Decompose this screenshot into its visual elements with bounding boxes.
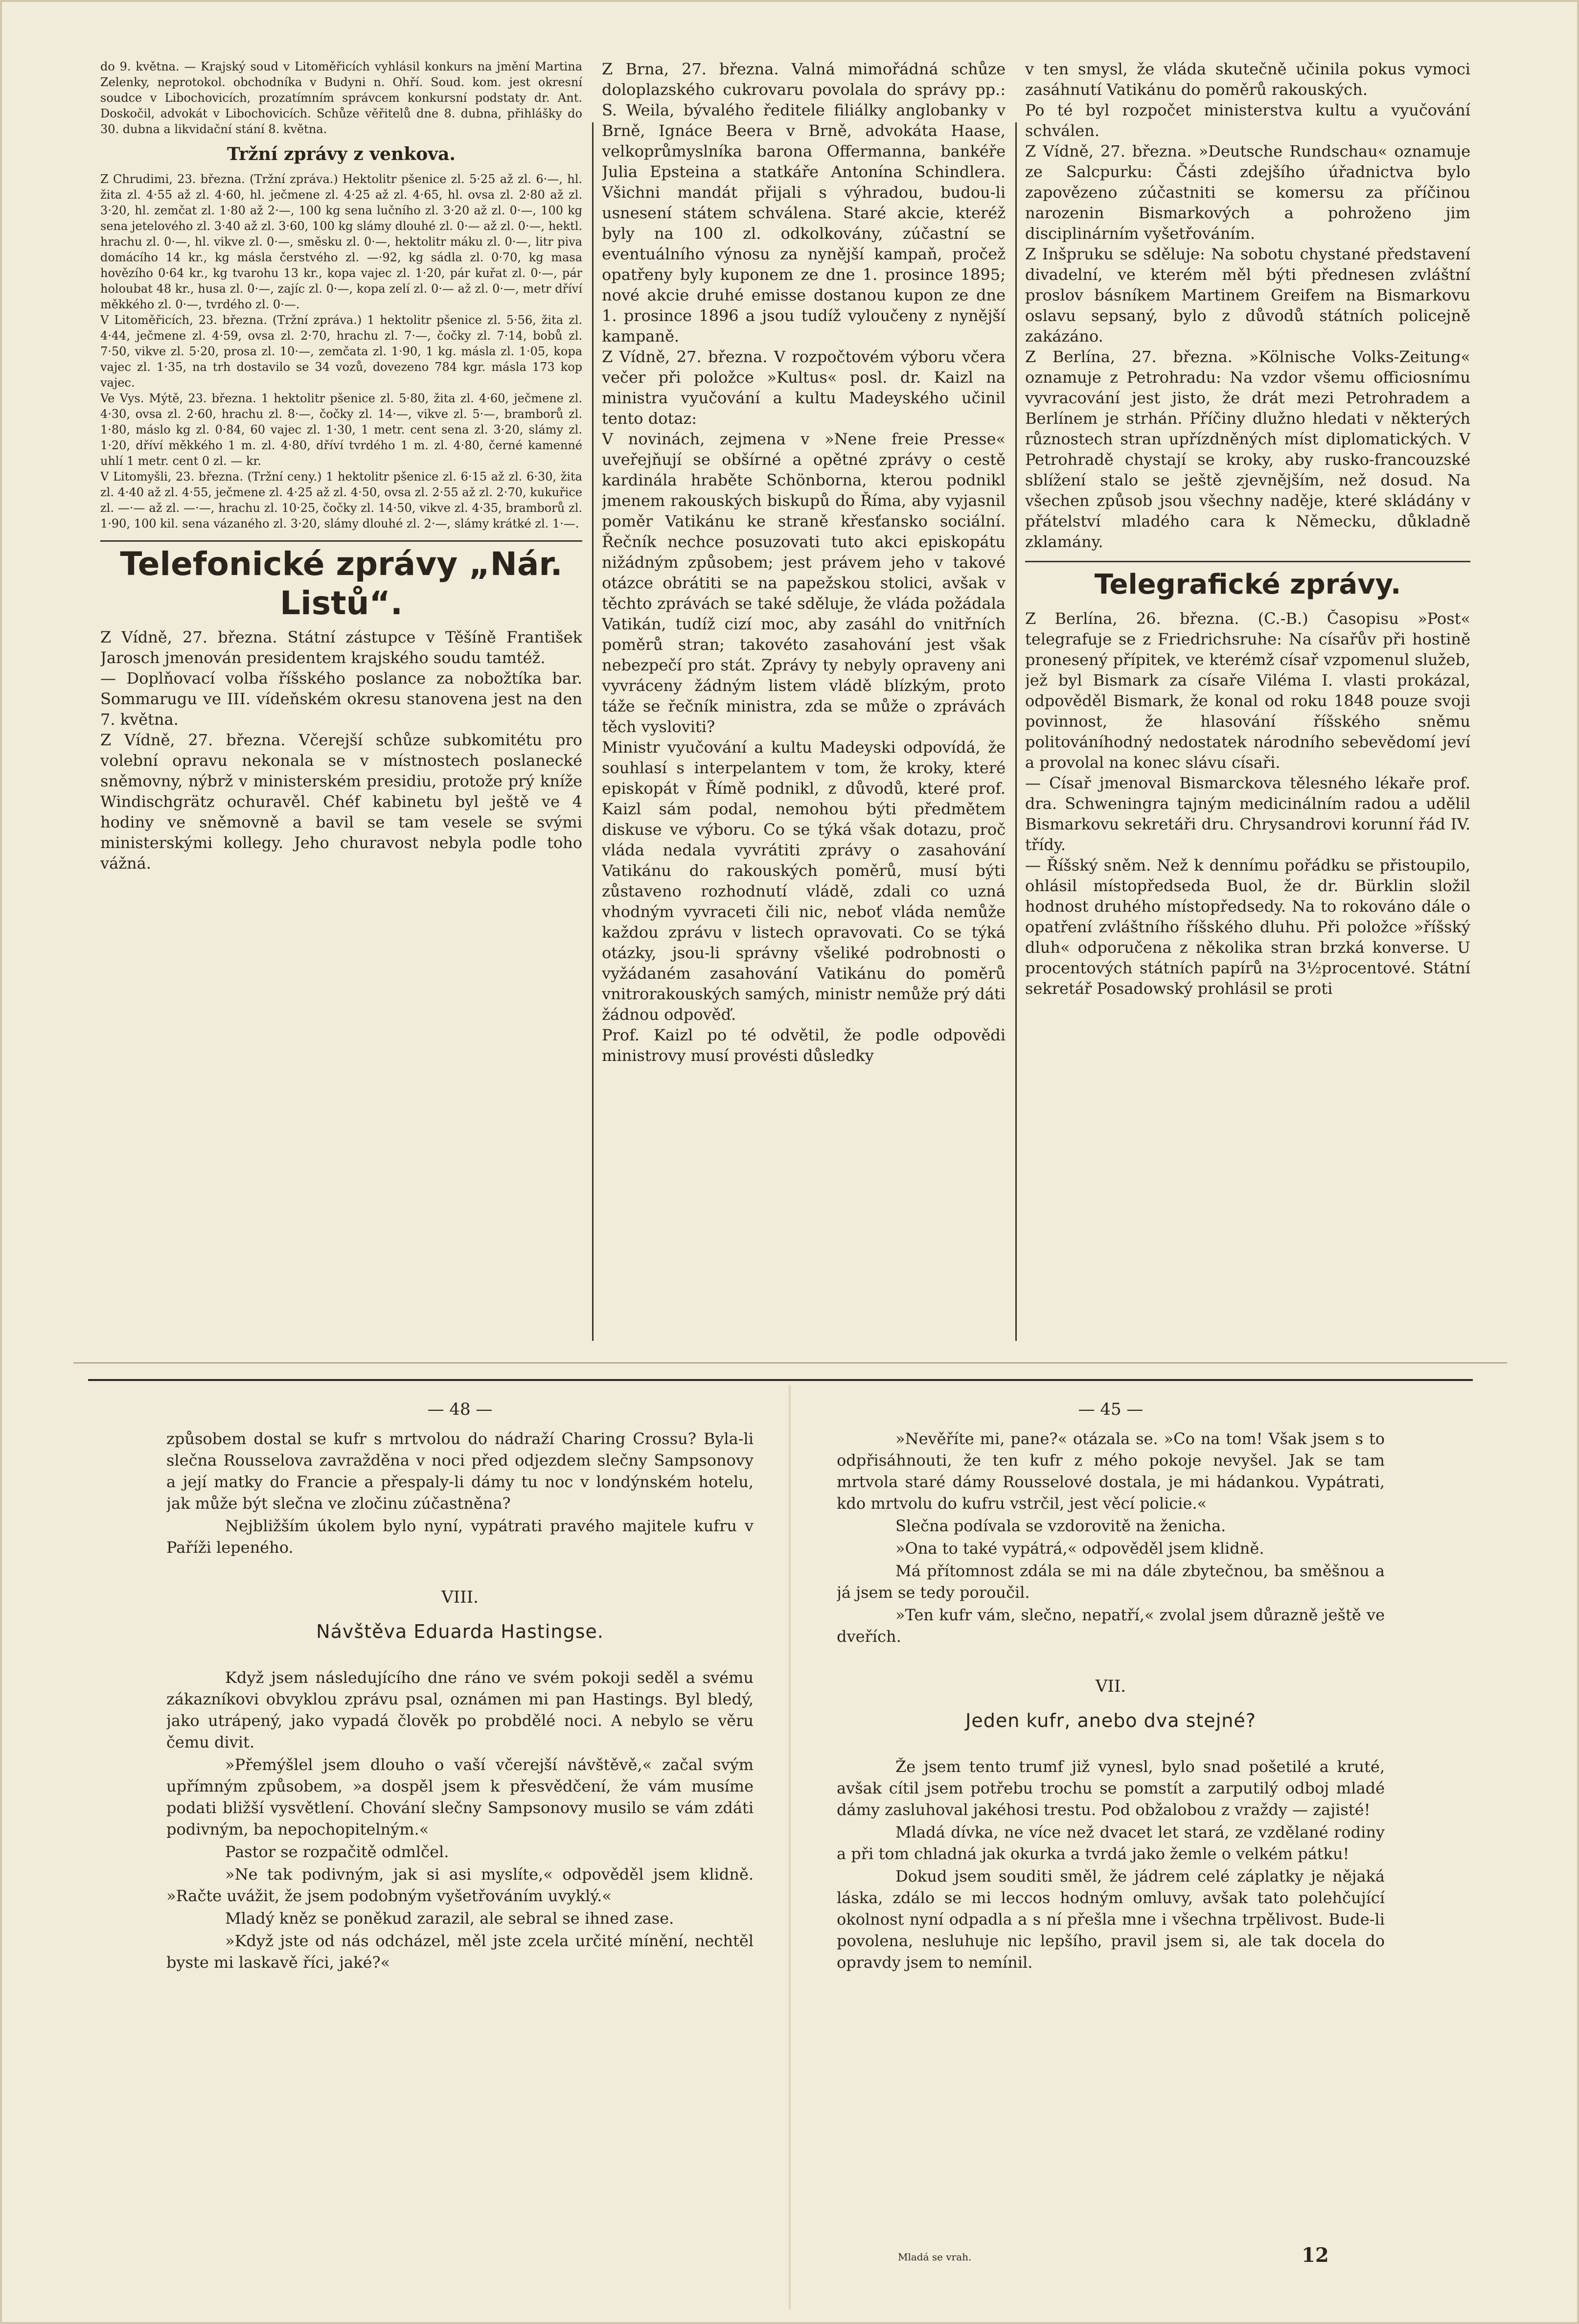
market-header: Tržní zprávy z venkova.	[227, 144, 456, 164]
news-item: Z Berlína, 27. března. »Kölnische Volks-Zeitung« oznamuje z Petrohradu: Na vzdor všemu officiosnímu vyvracování jest jisto, že drát mezi Petrohradem a Berlínem je strhán. Příčiny dlužno hledati v některých různostech stran upřízdněných míst diplomatických. V Petrohradě chystají se kroky, aby rusko-francouzské sblížení stalo se ještě zjevnějším, než dosud. Na všechen způsob jsou všechny naděje, které skládány v přátelství mladého cara k Německu, důkladně zklamány.	[1025, 347, 1470, 551]
tel-news: Z Vídně, 27. března. Včerejší schůze subkomitétu pro volební opravu nekonala se v místnostech poslanecké sněmovny, nýbrž v ministerském presidiu, protože prý kníže Windischgrätz ochuravěl. Chéf kabinetu byl ještě ve 4 hodiny ve sněmovně a bavil se tam vesele se svými ministerskými kollegy. Jeho churavost nebyla podle toho vážná.	[100, 731, 582, 873]
tel-news: Z Vídně, 27. března. Státní zástupce v Těšíně František Jarosch jmenován presidentem krajského soudu tamtéž.	[100, 628, 582, 667]
news-item: Ministr vyučování a kultu Madeyski odpovídá, že souhlasí s interpelantem v tom, že kroky, které episkopát v Římě podnikl, z důvodů, které prof. Kaizl sám podal, nemohou býti předmětem diskuse ve výboru. Co se týká však dotazu, proč vláda nedala vyvrátiti zprávy o zasahování Vatikánu do rakouských poměrů, musí býti zůstaveno rozhodnutí vládě, zdali co uzná vhodným vyvraceti čili nic, neboť vláda nemůže každou zprávu v listech opravovati. Co se týká otázky, jsou-li správny všeliké podrobnosti o vyžádaném zasahování Vatikánu do poměrů vnitrorakouských samých, ministr nemůže prý dáti žádnou odpověď.	[602, 738, 1006, 1024]
paragraph: Mladá dívka, ne více než dvacet let stará, ze vzdělané rodiny a při tom chladná jak okurka a tvrdá jako žemle o velkém pátku!	[837, 1823, 1385, 1863]
news-item: — Císař jmenoval Bismarckova tělesného lékaře prof. dra. Schweningra tajným medicinálním radou a udělil Bismarkovu sekretáři dru. Chrysandrovi korunní řád IV. třídy.	[1025, 774, 1470, 854]
book-page-right	[837, 1400, 1385, 2305]
page-number: — 48 —	[427, 1400, 493, 1419]
market-report-litomerice: V Litoměřicích, 23. března. (Tržní zpráva.) 1 hektolitr pšenice zl. 5·56, žita zl. 4·44, ječmene zl. 4·59, ovsa zl. 2·70, hrachu zl. 7·—, čočky zl. 7·14, bobů zl. 7·50, vikve zl. 5·20, prosa zl. 10·—, zemčata zl. 1·90, 1 kg. másla zl. 1·05, kopa vajec zl. 1·35, na trh dostavilo se 34 vozů, dovezeno 784 kgr. másla 173 kop vajec.	[100, 313, 582, 390]
book-page-left	[166, 1400, 754, 2305]
paragraph: Dokud jsem souditi směl, že jádrem celé záplatky je nějaká láska, zdálo se mi leccos hodným omluvy, avšak tato polehčující okolnost nyní odpadla a s ní přešla mne i všechna trpělivost. Bude-li povolena, nesluhuje nic lepšího, pravil jsem si, ale tak docela do opravdy jsem to nemínil.	[837, 1867, 1385, 1972]
chapter-number: VIII.	[441, 1588, 479, 1607]
news-item: Z Brna, 27. března. Valná mimořádná schůze doloplazského cukrovaru povolala do správy pp.: S. Weila, bývalého ředitele filiálky anglobanky v Brně, Ignáce Beera v Brně, advokáta Haase, velkoprůmyslníka barona Offermanna, bankéře Julia Epsteina a statkáře Antonína Schindlera. Všichni mandát přijali s výhradou, budou-li usnesení státem schválena. Staré akcie, kteréž byly na 100 zl. odkolkovány, zúčastní se eventuálního výnosu za nynější kampaň, pročež opatřeny byly kuponem ze dne 1. prosince 1895; nové akcie druhé emisse dostanou kupon ze dne 1. prosince 1896 a jsou tudíž vyloučeny z nynější kampaně.	[602, 60, 1006, 345]
paragraph: »Ne tak podivným, jak si asi myslíte,« odpověděl jsem klidně. »Račte uvážit, že jsem podobným vyšetřováním uvyklý.«	[166, 1865, 754, 1905]
news-item: Po té byl rozpočet ministerstva kultu a vyučování schválen.	[1025, 101, 1470, 140]
column-rule	[1015, 122, 1017, 1341]
paragraph: »Ona to také vypátrá,« odpověděl jsem klidně.	[895, 1539, 1264, 1558]
news-item: Prof. Kaizl po té odvětil, že podle odpovědi ministrovy musí provésti důsledky	[602, 1026, 1006, 1065]
sheet-number: 12	[1302, 2244, 1329, 2267]
signature-mark: Mladá se vrah.	[898, 2251, 972, 2263]
market-report-litomysl: V Litomyšli, 23. března. (Tržní ceny.) 1 hektolitr pšenice zl. 6·15 až zl. 6·30, žita zl. 4·40 až zl. 4·55, ječmene zl. 4·25 až zl. 4·50, ovsa zl. 2·55 až zl. 2·70, kukuřice zl. —·— až zl. —·—, hrachu zl. 10·25, čočky zl. 14·50, vikve zl. 4·35, bramborů zl. 1·90, 100 kil. sena vázaného zl. 3·20, slámy dlouhé zl. 2·—, slámy krátké zl. 1·—.	[100, 470, 582, 530]
chapter-number: VII.	[1095, 1677, 1126, 1696]
paragraph: Pastor se rozpačitě odmlčel.	[225, 1842, 449, 1861]
news-item: Z Vídně, 27. března. V rozpočtovém výboru včera večer při položce »Kultus« posl. dr. Kaizl na ministra vyučování a kultu Madeyského učinil tento dotaz:	[602, 347, 1006, 428]
market-report-chrudim: Z Chrudimi, 23. března. (Tržní zpráva.) Hektolitr pšenice zl. 5·25 až zl. 6·—, hl. žita zl. 4·55 až zl. 4·60, hl. ječmene zl. 4·25 až zl. 4·65, hl. ovsa zl. 2·80 až zl. 3·20, hl. zemčat zl. 1·80 až 2·—, 100 kg sena lučního zl. 3·20 až zl. 0·—, 100 kg sena jetelového zl. 3·40 až zl. 3·60, 100 kg slámy dlouhé zl. 0·— až zl. 0·—, hektl. hrachu zl. 0·—, hl. vikve zl. 0·—, směsku zl. 0·—, hektolitr máku zl. 0·—, litr piva domácího 14 kr., kg másla čerstvého zl. —·92, kg sádla zl. 0·70, kg masa hovězího 0·64 kr., kg tvarohu 13 kr., kopa vajec zl. 1·20, pár kuřat zl. 0·—, pár holoubat 48 kr., husa zl. 0·—, zajíc zl. 0·—, kopa zelí zl. 0·— až zl. 0·—, metr dříví měkkého zl. 0·—, tvrdého zl. 0·—.	[100, 172, 582, 311]
paragraph: »Když jste od nás odcházel, měl jste zcela určité mínění, nechtěl byste mi laskavě říci, jaké?«	[166, 1932, 754, 1972]
page-number: — 45 —	[1078, 1400, 1144, 1419]
newspaper-clipping	[100, 59, 1470, 1341]
chapter-title: Návštěva Eduarda Hastingse.	[316, 1621, 604, 1642]
news-item: — Říšský sněm. Než k dennímu pořádku se přistoupilo, ohlásil místopředseda Buol, že dr. Bürklin složil hodnost druhého místopředsedy. Na to rokováno dále o opatření zvláštního říšského dluhu. Při položce »říšský dluh« odporučena z několika stran brzká konverse. U procentových státních papírů na 3½procentové. Státní sekretář Posadowský prohlásil se proti	[1025, 856, 1470, 998]
paragraph: Že jsem tento trumf již vynesl, bylo snad pošetilé a kruté, avšak cítil jsem potřebu trochu se pomstít a zarputilý odboj mladé dámy zasluhoval jakéhosi trestu. Pod obžalobou z vraždy — zajisté!	[837, 1757, 1385, 1819]
paragraph: Má přítomnost zdála se mi na dále zbytečnou, ba směšnou a já jsem se tedy poroučil.	[837, 1562, 1385, 1602]
column-3	[1025, 59, 1470, 1341]
paragraph: Nejbližším úkolem bylo nyní, vypátrati pravého majitele kufru v Paříži lepeného.	[166, 1517, 754, 1557]
tel-news: — Doplňovací volba říšského poslance za nobožtíka bar. Sommarugu ve III. vídeňském okresu stanovena jest na den 7. května.	[100, 669, 582, 729]
paragraph: »Přemýšlel jsem dlouho o vaší včerejší návštěvě,« začal svým upřímným způsobem, »a dospěl jsem k přesvědčení, že vám musíme podati bližší vysvětlení. Chování slečny Sampsonovy musilo se vám zdáti podivným, ba nepochopitelným.«	[166, 1755, 754, 1839]
chapter-title: Jeden kufr, anebo dva stejné?	[965, 1710, 1256, 1731]
news-item: Z Berlína, 26. března. (C.-B.) Časopisu »Post« telegrafuje se z Friedrichsruhe: Na císařův při hostině pronesený přípitek, ve kterémž císař vzpomenul služeb, jež byl Bismark za císaře Viléma I. vlasti prokázal, odpověděl Bismark, že konal od roku 1848 pouze svoji povinnost, že hlasování říšského sněmu politováníhodný nedostatek národního sebevědomí jeví a provolal na konec slávu císaři.	[1025, 609, 1470, 772]
telefonicke-banner: Telefonické zprávy „Nár. Listů“.	[100, 540, 582, 623]
news-item: Z Inšpruku se sděluje: Na sobotu chystané představení divadelní, ve kterém měl býti přednesen zvláštní proslov básníkem Martinem Greifem na Bismarkovu oslavu sepsaný, bylo z důvodů státních policejně zakázáno.	[1025, 245, 1470, 345]
paragraph: způsobem dostal se kufr s mrtvolou do nádraží Charing Crossu? Byla-li slečna Rousselova zavražděna v noci před odjezdem slečny Sampsonovy a její matky do Francie a přespaly-li dámy tu noc v londýnském hotelu, jak může být slečna ve zločinu zúčastněna?	[166, 1429, 754, 1513]
paragraph: »Ten kufr vám, slečno, nepatří,« zvolal jsem důrazně ještě ve dveřích.	[837, 1606, 1385, 1646]
paragraph: Slečna podívala se vzdorovitě na ženicha.	[895, 1517, 1226, 1535]
news-item: v ten smysl, že vláda skutečně učinila pokus vymoci zasáhnutí Vatikánu do poměrů rakouských.	[1025, 60, 1470, 99]
column-rule	[592, 122, 594, 1341]
paragraph: »Nevěříte mi, pane?« otázala se. »Co na tom! Však jsem s to odpřisáhnouti, že ten kufr z mého pokoje nevyšel. Jak se tam mrtvola staré dámy Rousselové dostala, je mi hádankou. Vypátrati, kdo mrtvolu do kufru vstrčil, jest věcí policie.«	[837, 1429, 1385, 1513]
market-report-vys-myto: Ve Vys. Mýtě, 23. března. 1 hektolitr pšenice zl. 5·80, žita zl. 4·60, ječmene zl. 4·30, ovsa zl. 2·60, hrachu zl. 8·—, čočky zl. 14·—, vikve zl. 5·—, bramborů zl. 1·80, máslo kg zl. 0·84, 60 vajec zl. 1·30, 1 metr. cent sena zl. 3·20, slámy zl. 1·20, dříví měkkého 1 m. zl. 4·80, dříví tvrdého 1 m. zl. 4·80, černé kamenné uhlí 1 metr. cent 0 zl. — kr.	[100, 391, 582, 468]
column-1	[100, 59, 582, 1341]
news-item: Z Vídně, 27. března. »Deutsche Rundschau« oznamuje ze Salcpurku: Části zdejšího úřadnictva bylo zapovězeno zúčastniti se komersu za příčinou narozenin Bismarkových a pohroženo jim disciplinárním vyšetřováním.	[1025, 142, 1470, 243]
column-2	[602, 59, 1006, 1341]
paragraph: Mladý kněz se poněkud zarazil, ale sebral se ihned zase.	[225, 1909, 674, 1928]
news-item: V novinách, zejmena v »Nene freie Presse« uveřejňují se obšírné a opětné zprávy o cestě kardinála hraběte Schönborna, kterou podnikl jmenem rakouských biskupů do Říma, aby vyjasnil poměr Vatikánu ke straně křesťansko sociální. Řečník nechce posuzovati tuto akci episkopátu nižádným způsobem; jest právem jeho v takové otázce obrátiti se na papežskou stolici, avšak v těchto zprávách se také sděluje, že vláda požádala Vatikán, tudíž cizí moc, aby zasáhl do vnitřních poměrů stran; takovéto zasahování jest však nebezpečí pro stát. Zprávy ty nebyly opraveny ani vyvráceny žádným listem vládě blízkým, proto táže se řečník ministra, zda se může o zprávách těch vysloviti?	[602, 430, 1006, 736]
telegraficke-banner: Telegrafické zprávy.	[1025, 561, 1470, 604]
paragraph: Když jsem následujícího dne ráno ve svém pokoji seděl a svému zákazníkovi obvyklou zprávu psal, oznámen mi pan Hastings. Byl bledý, jako utrápený, jako vypadá člověk po probdělé noci. A nebylo se věru čemu divit.	[166, 1668, 754, 1751]
konkurs-notice: do 9. května. — Krajský soud v Litoměřicích vyhlásil konkurs na jmění Martina Zelenky, neprotokol. obchodníka v Budyni n. Ohří. Soud. kom. jest okresní soudce v Libochovicích, prozatímním správcem konkursní podstaty dr. Ant. Doskočil, advokát v Libochovicích. Schůze věřitelů dne 8. dubna, přihlášky do 30. dubna a likvidační stání 8. května.	[100, 60, 582, 136]
